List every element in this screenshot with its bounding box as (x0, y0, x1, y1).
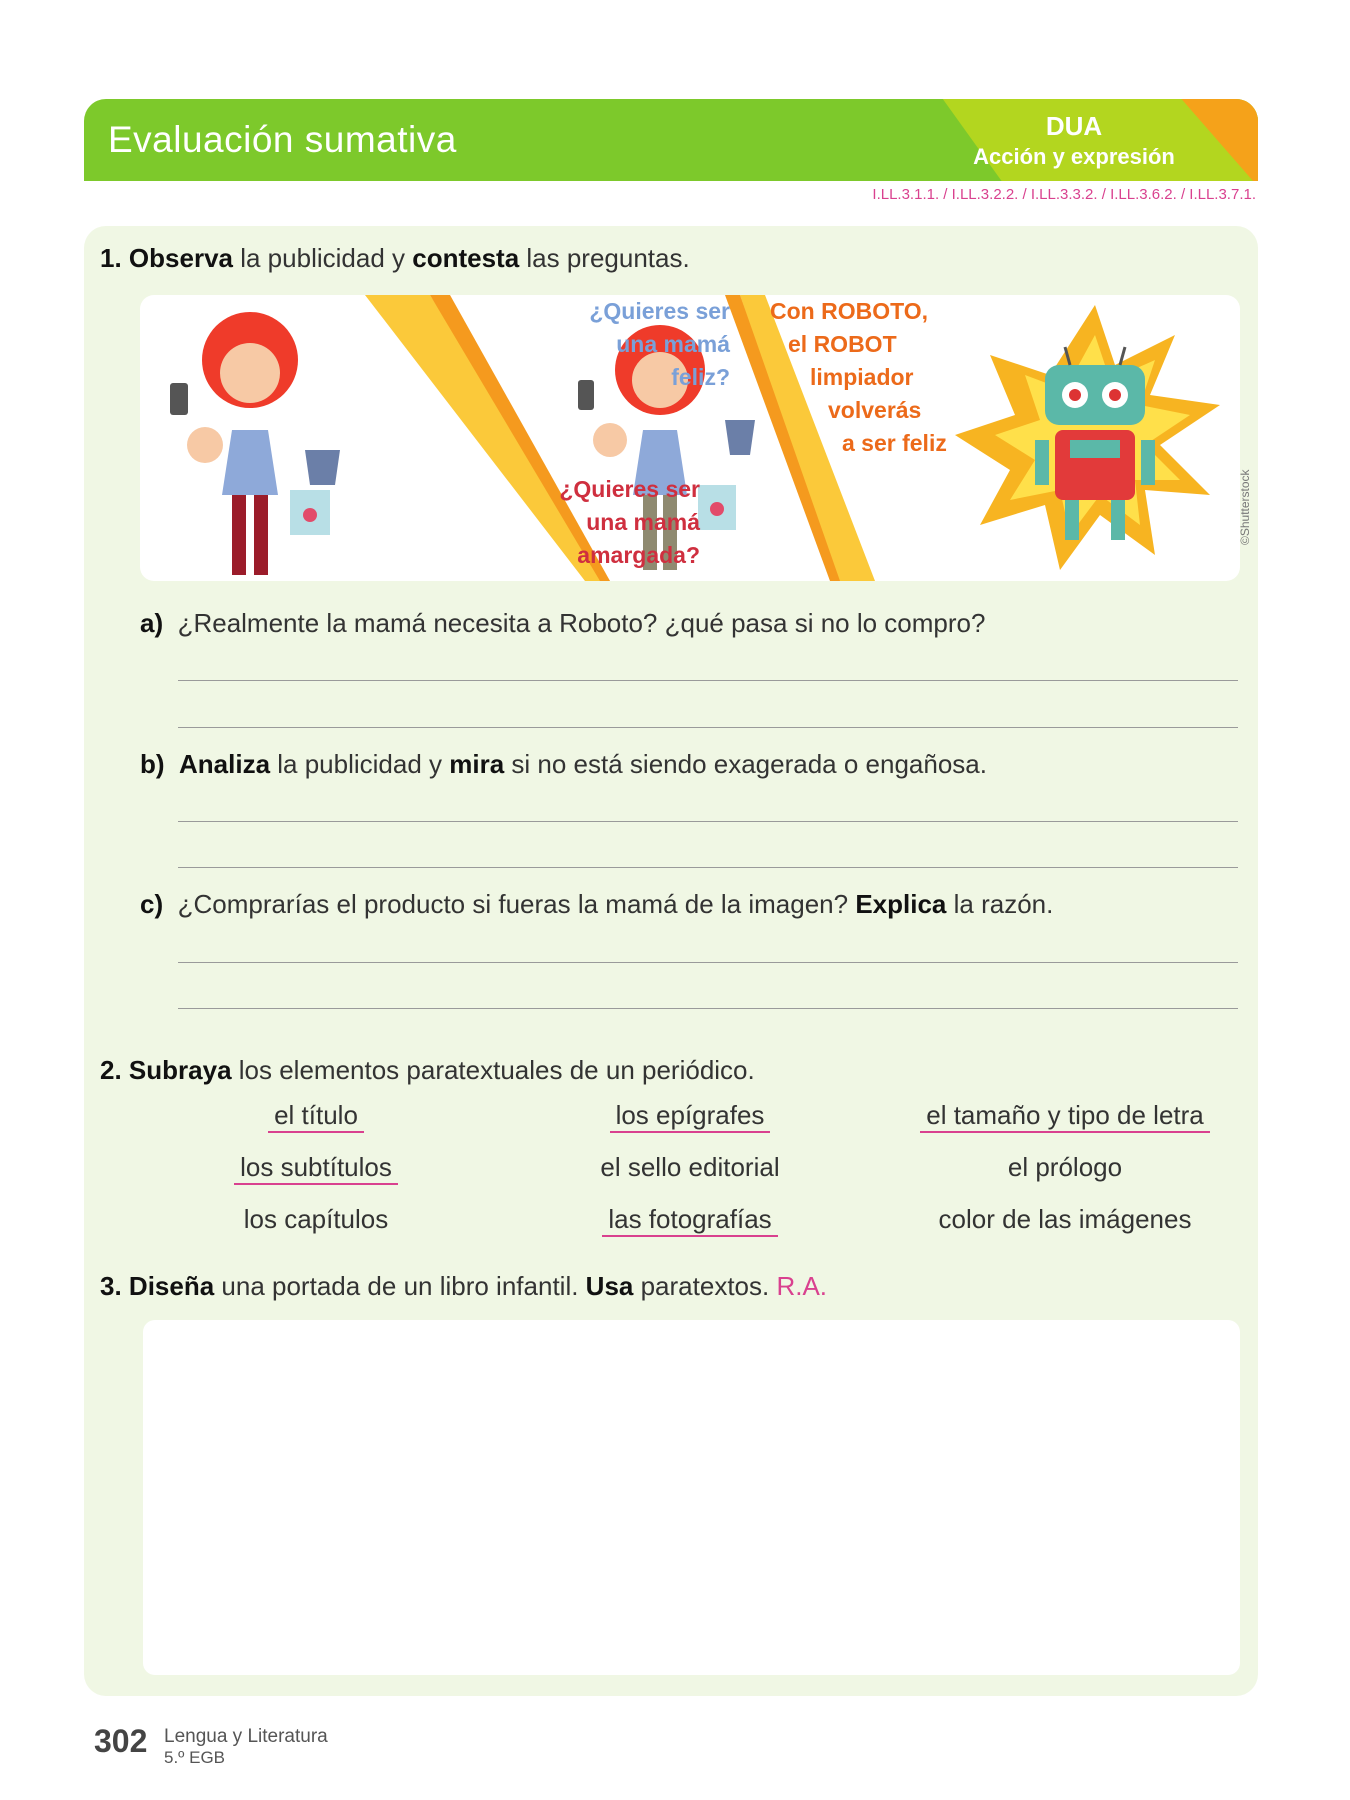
ad-text-roboto: Con ROBOTO, el ROBOT limpiador volverás a ser feliz (770, 298, 947, 456)
word-option[interactable]: las fotografías (510, 1204, 870, 1235)
verb: Observa (128, 243, 233, 273)
question-3: 3. Diseña una portada de un libro infantil. Usa paratextos. R.A. (100, 1271, 828, 1301)
dua-subtitle: Acción y expresión (973, 144, 1175, 169)
answer-line[interactable] (178, 821, 1238, 822)
word-option[interactable]: los subtítulos (136, 1152, 496, 1183)
skill-codes: I.LL.3.1.1. / I.LL.3.2.2. / I.LL.3.3.2. / I.LL.3.6.2. / I.LL.3.7.1. (872, 186, 1256, 203)
answer-line[interactable] (178, 727, 1238, 728)
question-1: 1. Observa la publicidad y contesta las preguntas. (100, 243, 690, 273)
word-option[interactable]: el sello editorial (600, 1152, 780, 1182)
dua-title: DUA (1045, 111, 1103, 141)
word-option[interactable]: color de las imágenes (938, 1204, 1192, 1234)
grade-label: 5.º EGB (164, 1748, 226, 1767)
verb: Usa (585, 1271, 634, 1301)
advertisement-image (140, 295, 1240, 581)
ad-text-happy: ¿Quieres ser una mamá feliz? (589, 298, 730, 390)
word-option[interactable]: los epígrafes (510, 1100, 870, 1131)
image-credit: ©Shutterstock (1238, 469, 1252, 545)
ad-text-bitter: ¿Quieres ser una mamá amargada? (559, 476, 700, 568)
question-1b: b) Analiza la publicidad y mira si no está siendo exagerada o engañosa. (140, 749, 987, 779)
header-banner (84, 99, 1258, 181)
page-title: Evaluación sumativa (108, 119, 457, 160)
answer-line[interactable] (178, 1008, 1238, 1009)
question-1c: c) ¿Comprarías el producto si fueras la mamá de la imagen? Explica la razón. (140, 889, 1054, 919)
word-option[interactable]: los capítulos (243, 1204, 389, 1234)
question-2: 2. Subraya los elementos paratextuales de un periódico. (100, 1055, 755, 1085)
subject-label: Lengua y Literatura (164, 1726, 328, 1747)
question-1a: a) ¿Realmente la mamá necesita a Roboto? ¿qué pasa si no lo compro? (140, 608, 986, 638)
question-number: 1. (100, 243, 122, 273)
answer-line[interactable] (178, 962, 1238, 963)
page-number: 302 (94, 1723, 148, 1759)
answer-line[interactable] (178, 680, 1238, 681)
drawing-area[interactable] (143, 1320, 1240, 1675)
word-option[interactable]: el prólogo (1007, 1152, 1123, 1182)
answer-note: R.A. (776, 1271, 828, 1301)
answer-line[interactable] (178, 867, 1238, 868)
word-option[interactable]: el título (136, 1100, 496, 1131)
verb: Diseña (128, 1271, 215, 1301)
verb: Subraya (128, 1055, 232, 1085)
verb: contesta (412, 243, 520, 273)
word-option[interactable]: el tamaño y tipo de letra (885, 1100, 1245, 1131)
